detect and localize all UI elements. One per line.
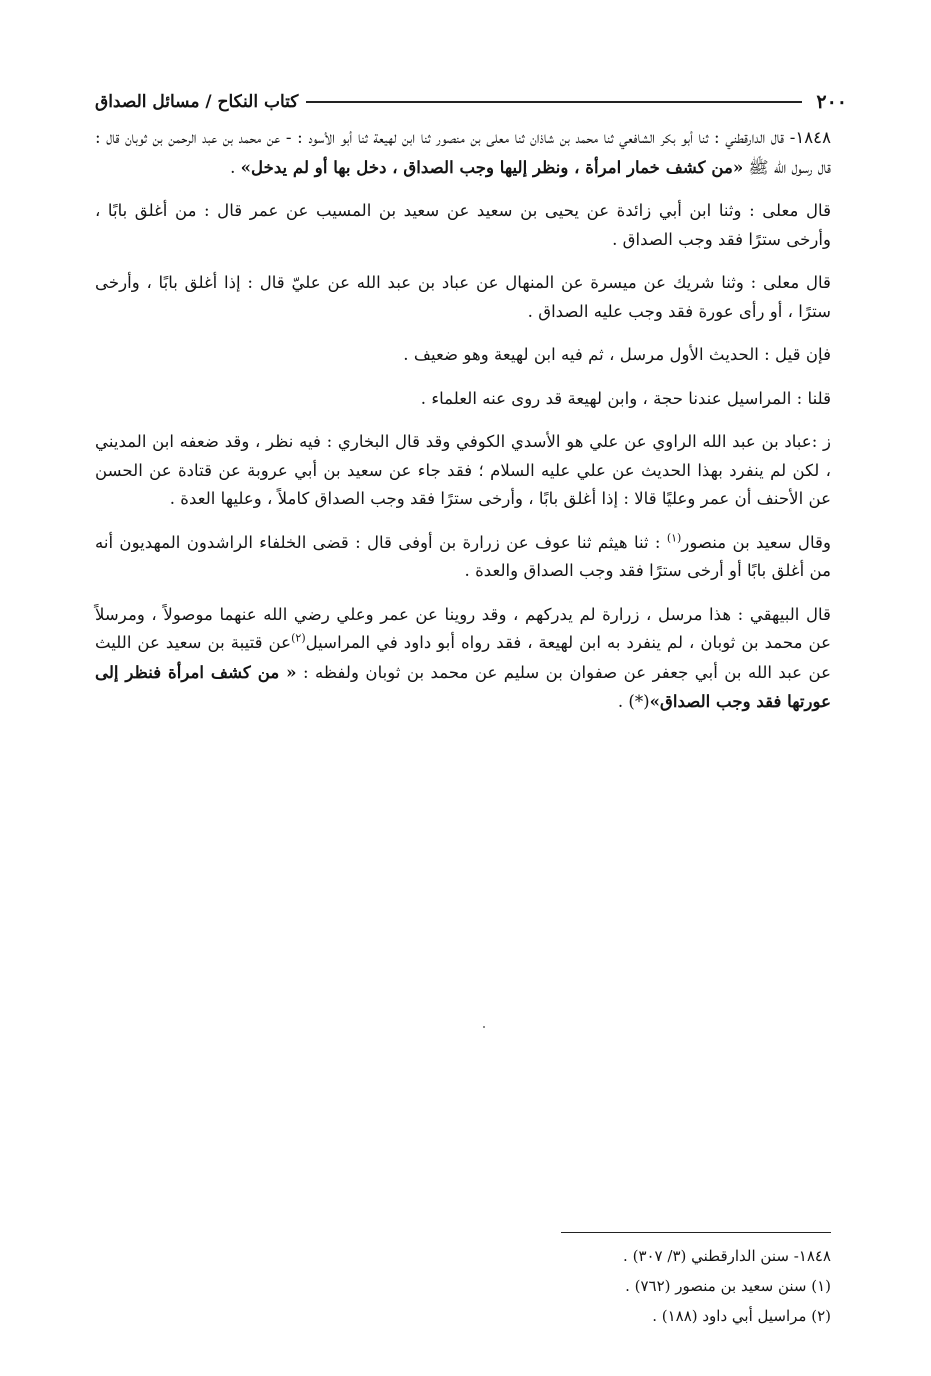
page-number: ٢٠٠ — [816, 91, 847, 113]
paragraph-bayhaqi: قال البيهقي : هذا مرسل ، زرارة لم يدركهم ، وقد روينا عن عمر وعلي رضي الله عنهما موصولاً ، ومرسلاً عن محمد بن ثوبان ، لم ينفرد به ابن لهيعة ، فقد رواه أبو داود في المراسيل$^{(٢)}$عن قتيبة بن سعيد عن الليث عن عبد الله بن أبي جعفر عن صفوان بن سليم عن محمد بن ثوبان ولفظه : « من كشف امرأة فنظر إلى عورتها فقد وجب الصداق»(*) . — [95, 604, 832, 711]
hadith-quote: «من كشف خمار امرأة ، ونظر إليها وجب الصداق ، دخل بها أو لم يدخل» — [240, 156, 744, 177]
paragraph-addition: ز :عباد بن عبد الله الراوي عن علي هو الأسدي الكوفي وقد قال البخاري : فيه نظر ، وقد ضعفه ابن المديني ، لكن لم ينفرد بهذا الحديث عن علي عليه السلام ؛ فقد جاء عن سعيد بن أبي عروبة عن قتادة عن الحسن عن الأحنف أن عمر وعليًا قالا : إذا أغلق بابًا ، وأرخى سترًا فقد وجب الصداق كاملاً ، وعليها العدة . — [95, 432, 831, 508]
footnotes — [95, 1232, 831, 1331]
footnote-1848: ١٨٤٨- سنن الدارقطني (٣/ ٣٠٧) . — [623, 1247, 831, 1265]
paragraph-objection: فإن قيل : الحديث الأول مرسل ، ثم فيه ابن لهيعة وهو ضعيف . — [403, 345, 831, 364]
paragraph-mualla-1: قال معلى : وثنا ابن أبي زائدة عن يحيى بن سعيد عن سعيد بن المسيب عن عمر قال : من أغلق بابًا ، وأرخى سترًا فقد وجب الصداق . — [95, 201, 831, 249]
footnote-ref-1: (١) — [666, 530, 682, 544]
ink-dot — [483, 1026, 485, 1028]
footnote-rule — [561, 1232, 831, 1233]
footnote-ref-2: (٢) — [291, 631, 306, 645]
page-body — [95, 124, 831, 717]
paragraph-reply: قلنا : المراسيل عندنا حجة ، وابن لهيعة قد روى عنه العلماء . — [420, 388, 831, 408]
footnote-1: (١) سنن سعيد بن منصور (٧٦٢) . — [625, 1277, 831, 1295]
paragraph-hadith-1848: ١٨٤٨- قال الدارقطني : ثنا أبو بكر الشافعي ثنا محمد بن شاذان ثنا معلى بن منصور ثنا ابن لهيعة ثنا أبو الأسود : - عن محمد بن عبد الرحمن بن ثوبان قال : قال رسول الله ﷺ «من كشف خمار امرأة ، ونظر إليها وجب الصداق ، دخل بها أو لم يدخل» . — [95, 128, 831, 177]
footnote-2: (٢) مراسيل أبي داود (١٨٨) . — [652, 1307, 831, 1325]
header-rule — [306, 101, 802, 103]
paragraph-said-ibn-mansur: وقال سعيد بن منصور$^{(١)}$ : ثنا هيثم ثنا عوف عن زرارة بن أوفى قال : قضى الخلفاء الراشدون المهديون أنه من أغلق بابًا أو أرخى سترًا فقد وجب الصداق والعدة . — [95, 530, 831, 580]
paragraph-mualla-2: قال معلى : وثنا شريك عن ميسرة عن المنهال عن عباد بن عبد الله عن عليّ قال : إذا أغلق بابًا ، وأرخى سترًا ، أو رأى عورة فقد وجب عليه الصداق . — [95, 273, 831, 321]
hadith-quote: « من كشف امرأة فنظر إلى عورتها فقد وجب الصداق» — [95, 661, 831, 711]
running-title: كتاب النكاح / مسائل الصداق — [95, 92, 299, 112]
page-header — [95, 88, 847, 116]
